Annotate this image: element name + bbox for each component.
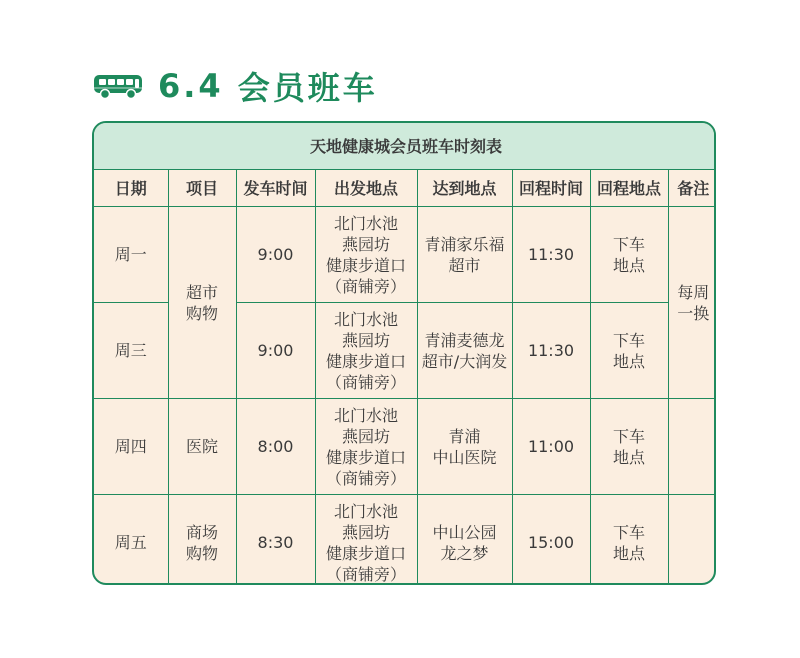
cell-item: 超市 购物 xyxy=(168,207,236,399)
cell-depart-time: 8:30 xyxy=(236,495,315,586)
cell-depart-time: 8:00 xyxy=(236,399,315,495)
timetable-title: 天地健康城会员班车时刻表 xyxy=(94,123,716,170)
table-row xyxy=(94,207,716,303)
cell-arrive-place: 青浦 中山医院 xyxy=(417,399,512,495)
cell-day: 周三 xyxy=(94,303,168,399)
cell-depart-time: 9:00 xyxy=(236,207,315,303)
cell-return-time: 15:00 xyxy=(512,495,590,586)
cell-return-place: 下车 地点 xyxy=(590,303,668,399)
cell-depart-place: 北门水池 燕园坊 健康步道口 （商铺旁） xyxy=(315,303,417,399)
header-return-place: 回程地点 xyxy=(590,170,668,207)
header-arrive-place: 达到地点 xyxy=(417,170,512,207)
section-heading xyxy=(92,64,378,108)
cell-item: 医院 xyxy=(168,399,236,495)
table-row xyxy=(94,495,716,586)
cell-note: 每周 一换 xyxy=(668,207,716,399)
cell-return-place: 下车 地点 xyxy=(590,399,668,495)
section-title: 会员班车 xyxy=(237,69,378,107)
cell-return-time: 11:30 xyxy=(512,207,590,303)
header-note: 备注 xyxy=(668,170,716,207)
cell-depart-place: 北门水池 燕园坊 健康步道口 （商铺旁） xyxy=(315,399,417,495)
timetable xyxy=(92,121,716,585)
bus-icon xyxy=(92,71,144,101)
cell-depart-place: 北门水池 燕园坊 健康步道口 （商铺旁） xyxy=(315,207,417,303)
cell-depart-time: 9:00 xyxy=(236,303,315,399)
header-depart-place: 出发地点 xyxy=(315,170,417,207)
cell-arrive-place: 青浦家乐福 超市 xyxy=(417,207,512,303)
cell-return-time: 11:30 xyxy=(512,303,590,399)
cell-day: 周五 xyxy=(94,495,168,586)
cell-arrive-place: 青浦麦德龙 超市/大润发 xyxy=(417,303,512,399)
cell-note xyxy=(668,399,716,495)
cell-day: 周四 xyxy=(94,399,168,495)
cell-depart-place: 北门水池 燕园坊 健康步道口 （商铺旁） xyxy=(315,495,417,586)
table-row xyxy=(94,399,716,495)
cell-item: 商场 购物 xyxy=(168,495,236,586)
cell-return-place: 下车 地点 xyxy=(590,207,668,303)
section-number: 6.4 xyxy=(158,67,224,105)
cell-day: 周一 xyxy=(94,207,168,303)
cell-arrive-place: 中山公园 龙之梦 xyxy=(417,495,512,586)
header-depart-time: 发车时间 xyxy=(236,170,315,207)
cell-return-time: 11:00 xyxy=(512,399,590,495)
cell-note xyxy=(668,495,716,586)
cell-return-place: 下车 地点 xyxy=(590,495,668,586)
header-date: 日期 xyxy=(94,170,168,207)
header-item: 项目 xyxy=(168,170,236,207)
header-return-time: 回程时间 xyxy=(512,170,590,207)
